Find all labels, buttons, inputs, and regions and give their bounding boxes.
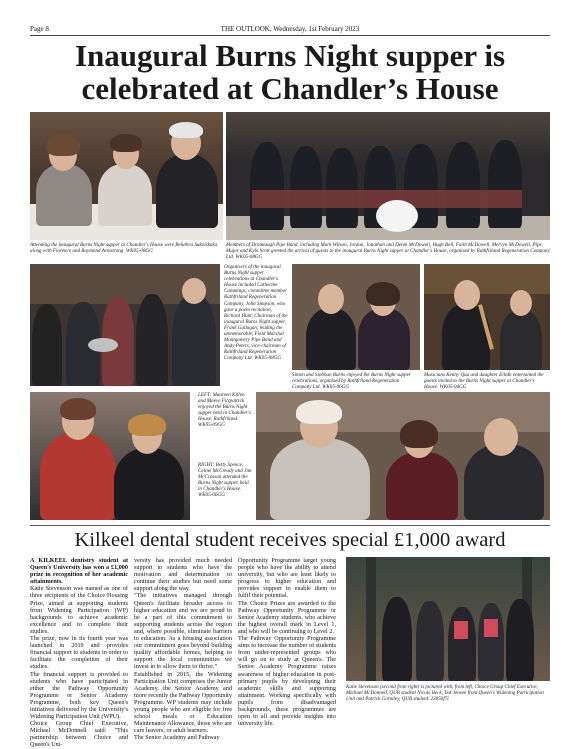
masthead-date: THE OUTLOOK, Wednesday, 1st February 2023	[220, 25, 360, 33]
photo-couple	[292, 264, 420, 370]
headline-line-2: celebrated at Chandler’s House	[81, 71, 499, 106]
article-column-1	[30, 557, 128, 749]
headline-line-1: Inaugural Burns Night supper is	[74, 38, 506, 73]
article-paragraph: Choice Group Chief Executive, Michael McDonnell said: "This partnership between Choice and Queen's Uni-	[30, 720, 128, 749]
article-paragraph: versity has provided much needed support to students who have the motivation and determination to continue their studies but need some support along the way.	[134, 557, 232, 593]
caption-pipe-band: Members of Dromlough Pipe Band, including Mark Wilson, Jordan, Jonathan and Derek McDowell, Hugh Bell, Faith McDowell, Mervyn McDowell, Pipe Major and Kyle Scott greeted the arrival of guests to the inaugural Burns Night supper at Chandler's House, organised by Rathfriland Regeneration Company Ltd. WK05-08GG	[226, 242, 550, 261]
caption-three-guests: RIGHT: Betty Spence, Celine McCready and Jim McCrossan attended the Burns Night supper, held in Chandler's House. WK05-06GG	[198, 462, 252, 499]
article-paragraph: The Pathway Opportunity Programme aims to increase the number of students from under-represented groups who will go on to study at Queen's. The Senior Academy Programme raises awareness of higher education in post-primary pupils by developing their academic skills and supporting attainment. Working specifically with pupils from disadvantaged backgrounds, these programmes are open to all and provide insights into university life.	[238, 635, 336, 728]
page-header	[30, 24, 550, 36]
photo-three-guests	[256, 392, 550, 520]
article-paragraph: The Choice Prizes are awarded to the Pathway Opportunity Programme or Senior Academy students, who achieve the highest overall mark in Level 1, and who will be continuing to Level 2.	[238, 599, 336, 635]
article-paragraph: The Senior Academy and Pathway	[134, 734, 220, 742]
article-paragraph: The prize, now in its fourth year was launched in 2019 and provides financial support to students in order to facilitate the completion of their studies.	[30, 635, 128, 671]
photo-organisers	[30, 264, 220, 386]
caption-two-ladies: LEFT: Maureen Killen and Maeve Fitzpatrick enjoyed the Burns Night supper held in Chandler's House, Rathfriland. WK05-09GG	[198, 392, 251, 429]
secondary-headline: Kilkeel dental student receives special £1,000 award	[74, 529, 506, 551]
article-paragraph: "The initiatives managed through Queen's facilitate broader access to higher education and we are proud to be a part of this commitment to supporting students across the region and, where possible, eliminate barriers to education. As a housing association our commitment goes beyond building quality affordable homes, helping to support the local communities we invest in to allow them to thrive."	[134, 592, 232, 671]
article-paragraph: Established in 2015, the Widening Participation Unit comprises the Junior Academy, the Senior Academy and more recently the Pathway Opportunity Programme. WP students may include young people who are eligible for free school meals or Education Maintenance Allowance, those who are care leavers, or adult learners.	[134, 670, 232, 735]
article-paragraph: The financial support is provided to students who have participated in either the Pathway Opportunity Programme or Senior Academy Programme, both key Queen's initiatives delivered by the University's Widening Participation Unit (WPU).	[30, 670, 128, 721]
main-headline	[30, 39, 550, 105]
photo-pipe-band	[226, 112, 550, 240]
article-lead: A KILKEEL dentistry student at Queen's University has won a £1,000 prize in recognition of her academic attainments.	[30, 557, 128, 586]
article-column-2	[134, 557, 232, 741]
article-paragraph: Opportunity Programme target young people who have the ability to attend university, but who are least likely to progress to higher education and provides support to enable them to fulfil their potential.	[238, 557, 336, 600]
article-column-3	[238, 557, 336, 727]
caption-guests-at-table: Attending the inaugural Burns Night supper at Chandler's House were Beluthra Sukolskaka along with Florence and Raymond Armstrong. WK05-08GG	[30, 242, 218, 255]
article-paragraph: Katie Stevenson was named as one of three recipients of the Choice Housing Prize, aimed at supporting students from Widening Participation (WP) backgrounds to achieve academic excellence and to complete their studies.	[30, 585, 128, 635]
caption-award-group: Katie Stevenson (second from right) is pictured with, from left, Choice Group Chief Executive, Michael McDonnell, QUB student Nicole Beck, Ted Jensen from Queen's Widening Participation Unit and Patrick Gormley, QUB student. 23050f7i	[346, 684, 544, 703]
photo-guests-at-table	[30, 112, 223, 240]
section-divider	[30, 525, 550, 526]
caption-organisers: Organisers of the inaugural Burns Night supper celebrations at Chandler's House included Catherine Cummings, committee member Rathfriland Regeneration Company, John Simpson, who gave a poem recitation, Richard Hunt, Chairman of the inaugural Burns Night supper, Frank Gallagan, leading the unmemorable, Field Marshal Montgomery Pipe Band and Andy Peters, vice-chairman of Rathfriland Regeneration Company Ltd. WK05-08GG	[224, 264, 288, 362]
photo-award-group	[346, 557, 550, 681]
photo-two-ladies	[30, 392, 190, 520]
caption-couple: Simon and Siobhan Burns enjoyed the Burns Night supper celebrations, organised by Rathfriland Regeneration Company Ltd. WK05-06GG	[292, 372, 411, 391]
photo-musicians	[424, 264, 550, 370]
page-number: Page 8	[30, 25, 49, 33]
caption-musicians: Musicians Kenny Qua and daughter Eilidh entertained the guests invited to the Burns Night supper at Chandler's House. WK05-04GG	[424, 372, 544, 391]
